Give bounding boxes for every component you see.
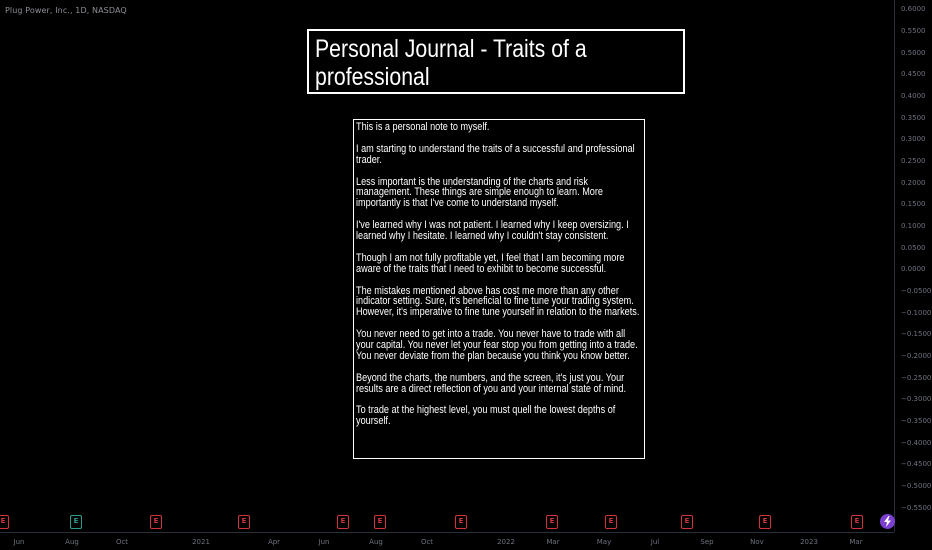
time-label: Oct — [115, 538, 129, 546]
time-label: 2021 — [192, 538, 210, 546]
journal-note-box[interactable] — [353, 119, 645, 459]
lightning-glyph — [883, 516, 892, 527]
price-label: −0.1000 — [901, 309, 932, 317]
price-label: −0.4000 — [901, 439, 932, 447]
earnings-marker[interactable]: E — [681, 515, 693, 529]
price-label: −0.2500 — [901, 374, 932, 382]
price-label: 0.3000 — [901, 135, 926, 143]
journal-title-box[interactable] — [307, 29, 685, 94]
price-label: 0.0000 — [901, 265, 926, 273]
journal-title: Personal Journal - Traits of a professional — [315, 35, 587, 91]
price-label: −0.5500 — [901, 504, 932, 512]
price-label: −0.2000 — [901, 352, 932, 360]
price-label: −0.0500 — [901, 287, 932, 295]
journal-note-text — [356, 122, 643, 427]
price-axis[interactable] — [894, 0, 932, 532]
time-label: 2023 — [800, 538, 818, 546]
price-label: 0.4500 — [901, 70, 926, 78]
earnings-marker[interactable]: E — [546, 515, 558, 529]
price-label: 0.1500 — [901, 200, 926, 208]
time-label: Jul — [650, 538, 660, 546]
earnings-marker[interactable]: E — [605, 515, 617, 529]
note-paragraph: Though I am not fully profitable yet, I feel that I am becoming more aware of the traits that I need to exhibit to become successful. — [356, 251, 625, 275]
price-label: −0.5000 — [901, 482, 932, 490]
earnings-marker[interactable]: E — [759, 515, 771, 529]
note-paragraph: To trade at the highest level, you must quell the lowest depths of yourself. — [356, 404, 616, 428]
time-label: May — [596, 538, 612, 546]
lightning-icon[interactable] — [880, 514, 895, 529]
symbol-title[interactable]: Plug Power, Inc., 1D, NASDAQ — [5, 6, 127, 15]
price-label: −0.4500 — [901, 460, 932, 468]
price-label: 0.1000 — [901, 222, 926, 230]
price-label: 0.2500 — [901, 157, 926, 165]
time-label: Jun — [318, 538, 330, 546]
earnings-marker[interactable]: E — [851, 515, 863, 529]
earnings-marker[interactable]: E — [337, 515, 349, 529]
note-paragraph: You never need to get into a trade. You never have to trade with all your capital. You never let your fear stop you from getting into a trade. You never deviate from the plan because you think you know better. — [356, 328, 638, 362]
price-label: 0.2000 — [901, 179, 926, 187]
time-label: Mar — [546, 538, 560, 546]
price-label: 0.0500 — [901, 244, 926, 252]
earnings-marker[interactable]: E — [374, 515, 386, 529]
time-label: 2022 — [497, 538, 515, 546]
time-label: Apr — [267, 538, 281, 546]
price-label: −0.3500 — [901, 417, 932, 425]
note-paragraph: This is a personal note to myself. — [356, 121, 490, 133]
note-paragraph: Beyond the charts, the numbers, and the screen, it's just you. Your results are a direct reflection of you and your internal state of mind. — [356, 371, 626, 395]
time-label: Oct — [420, 538, 434, 546]
earnings-marker[interactable]: E — [0, 515, 9, 529]
note-paragraph: The mistakes mentioned above has cost me more than any other indicator setting. Sure, it's beneficial to fine tune your trading system. However, it's imperative to fine tune yourself in relation to the markets. — [356, 284, 640, 319]
time-label: Sep — [700, 538, 714, 546]
price-label: 0.6000 — [901, 5, 926, 13]
time-label: Nov — [750, 538, 764, 546]
price-label: −0.3000 — [901, 395, 932, 403]
price-label: 0.5500 — [901, 27, 926, 35]
time-label: Jun — [13, 538, 25, 546]
time-axis[interactable] — [0, 532, 894, 550]
time-label: Aug — [65, 538, 79, 546]
price-label: 0.5000 — [901, 49, 926, 57]
time-label: Aug — [369, 538, 383, 546]
time-label: Mar — [849, 538, 863, 546]
price-label: −0.1500 — [901, 330, 932, 338]
note-paragraph: I've learned why I was not patient. I learned why I keep oversizing. I learned why I hesitate. I learned why I couldn't stay consistent. — [356, 219, 629, 243]
note-paragraph: Less important is the understanding of the charts and risk management. These things are simple enough to learn. More importantly is that I've come to understand myself. — [356, 175, 604, 210]
earnings-marker[interactable]: E — [238, 515, 250, 529]
earnings-marker[interactable]: E — [150, 515, 162, 529]
price-label: 0.4000 — [901, 92, 926, 100]
earnings-marker[interactable]: E — [70, 515, 82, 529]
price-label: 0.3500 — [901, 114, 926, 122]
earnings-marker[interactable]: E — [455, 515, 467, 529]
note-paragraph: I am starting to understand the traits of a successful and professional trader. — [356, 142, 635, 166]
